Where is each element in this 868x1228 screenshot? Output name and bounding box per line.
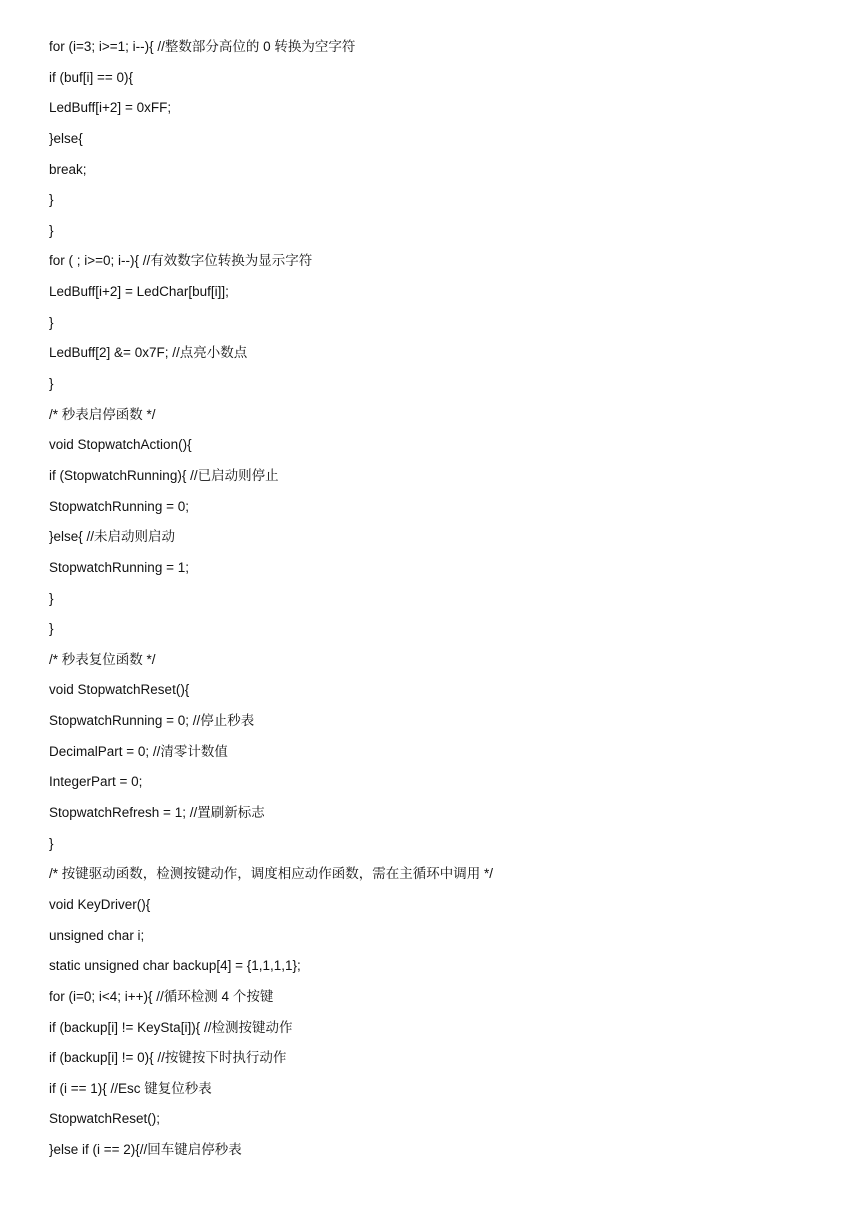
code-line: } <box>49 376 54 392</box>
code-line: }else{ <box>49 130 83 146</box>
code-line: } <box>49 621 54 637</box>
code-line: StopwatchRunning = 0; //停止秒表 <box>49 713 255 729</box>
code-line: for (i=0; i<4; i++){ //循环检测 4 个按键 <box>49 988 274 1004</box>
code-line: DecimalPart = 0; //清零计数值 <box>49 743 228 759</box>
code-line: /* 秒表复位函数 */ <box>49 651 156 667</box>
code-line: if (buf[i] == 0){ <box>49 69 134 85</box>
code-line: StopwatchRunning = 1; <box>49 559 189 575</box>
code-line: if (i == 1){ //Esc 键复位秒表 <box>49 1080 212 1096</box>
code-line: if (backup[i] != 0){ //按键按下时执行动作 <box>49 1050 287 1066</box>
code-line: } <box>49 835 54 851</box>
code-line: LedBuff[2] &= 0x7F; //点亮小数点 <box>49 345 248 361</box>
code-line: IntegerPart = 0; <box>49 774 143 790</box>
code-line: } <box>49 590 54 606</box>
code-line: LedBuff[i+2] = 0xFF; <box>49 100 172 116</box>
code-line: break; <box>49 161 87 177</box>
code-line: if (StopwatchRunning){ //已启动则停止 <box>49 467 279 483</box>
code-line: }else{ //未启动则启动 <box>49 529 176 545</box>
code-line: static unsigned char backup[4] = {1,1,1,1}; <box>49 958 301 974</box>
code-line: } <box>49 192 54 208</box>
code-line: StopwatchRefresh = 1; //置刷新标志 <box>49 805 265 821</box>
code-line: /* 按键驱动函数，检测按键动作，调度相应动作函数，需在主循环中调用 */ <box>49 866 494 882</box>
code-line: } <box>49 222 54 238</box>
code-line: if (backup[i] != KeySta[i]){ //检测按键动作 <box>49 1019 293 1035</box>
code-listing <box>49 37 493 1171</box>
code-line: for ( ; i>=0; i--){ //有效数字位转换为显示字符 <box>49 253 313 269</box>
code-line: void StopwatchAction(){ <box>49 437 192 453</box>
code-line: StopwatchRunning = 0; <box>49 498 189 514</box>
code-line: /* 秒表启停函数 */ <box>49 406 156 422</box>
code-line: StopwatchReset(); <box>49 1111 161 1127</box>
code-line: void KeyDriver(){ <box>49 896 151 912</box>
code-line: }else if (i == 2){//回车键启停秒表 <box>49 1142 242 1158</box>
code-line: unsigned char i; <box>49 927 145 943</box>
code-line: } <box>49 314 54 330</box>
code-line: void StopwatchReset(){ <box>49 682 190 698</box>
code-line: for (i=3; i>=1; i--){ //整数部分高位的 0 转换为空字符 <box>49 39 356 54</box>
code-line: LedBuff[i+2] = LedChar[buf[i]]; <box>49 284 229 300</box>
